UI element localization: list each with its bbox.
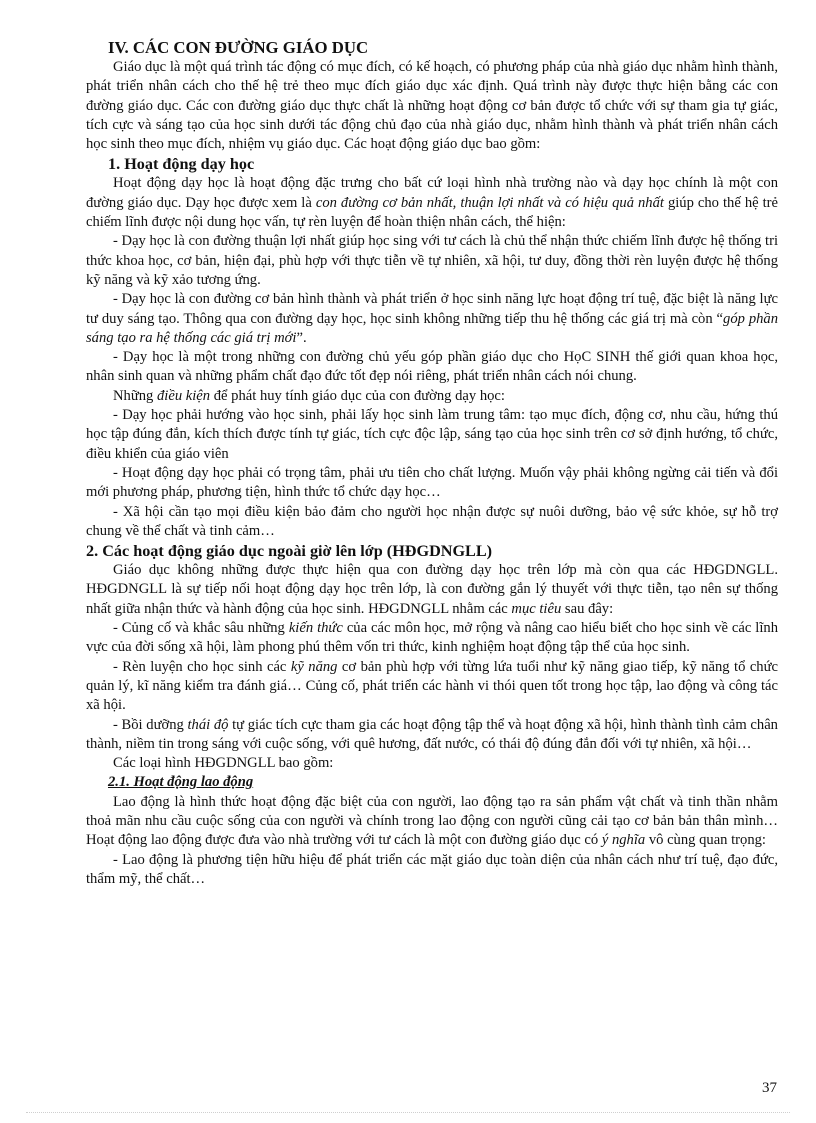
emphasis: điều kiện — [157, 387, 211, 404]
paragraph: Các loại hình HĐGDNGLL bao gồm: — [113, 755, 334, 772]
bullet-paragraph: - Củng cố và khắc sâu những kiến thức của các môn học, mở rộng và nâng cao hiểu biết cho học sinh về các lĩnh vực của đời sống xã hội, làm phong phú thêm vốn tri thức, kinh nghiệm hoạt động tập thể của học sinh. — [86, 620, 779, 656]
emphasis: con đường cơ bản nhất, thuận lợi nhất và có hiệu quả nhất — [315, 194, 664, 211]
bullet-paragraph: - Dạy học phải hướng vào học sinh, phải lấy học sinh làm trung tâm: tạo mục đích, động cơ, nhu cầu, hứng thú học tập đúng đắn, kích thích được tính tự giác, tích cực độc lập, sáng tạo của học sinh trên cơ sở định hướng, tổ chức, điều khiển của giáo viên — [86, 407, 778, 462]
emphasis: ý nghĩa — [601, 832, 646, 849]
emphasis: mục tiêu — [511, 600, 562, 617]
bullet-paragraph: - Rèn luyện cho học sinh các kỹ năng cơ bản phù hợp với từng lứa tuổi như kỹ năng giao tiếp, kỹ năng tổ chức quản lý, kĩ năng kiểm tra đánh giá… Củng cố, phát triển các hành vi thói quen tốt trong học tập, lao động và công tác xã hội. — [86, 658, 778, 714]
section-title: IV. CÁC CON ĐƯỜNG GIÁO DỤC — [108, 38, 369, 57]
bullet-paragraph: - Bồi dưỡng thái độ tự giác tích cực tham gia các hoạt động tập thể và hoạt động xã hội, hình thành tình cảm chân thành, niềm tin trong sáng với cuộc sống, với quê hương, đất nước, có thái độ đúng đắn đối với tự nhiên, xã hội… — [86, 716, 778, 752]
paragraph: Hoạt động dạy học là hoạt động đặc trưng cho bất cứ loại hình nhà trường nào và dạy học chính là một con đường giáo dục. Dạy học được xem là con đường cơ bản nhất, thuận lợi nhất và có hiệu quả nhất giúp cho thế hệ trẻ chiếm lĩnh được nội dung học vấn, tự rèn luyện để hoàn thiện nhân cách, thể hiện: — [86, 175, 778, 231]
emphasis: kỹ năng — [290, 658, 338, 675]
document-page — [86, 38, 778, 889]
heading-extracurricular: 2. Các hoạt động giáo dục ngoài giờ lên lớp (HĐGDNGLL) — [86, 542, 493, 561]
bullet-paragraph: - Dạy học là con đường cơ bản hình thành và phát triển ở học sinh năng lực hoạt động trí tuệ, đặc biệt là năng lực tư duy sáng tạo. Thông qua con đường dạy học, học sinh không những tiếp thu hệ thống các giá trị mà còn “góp phần sáng tạo ra hệ thống các giá trị mới”. — [86, 291, 779, 346]
bullet-paragraph: - Dạy học là con đường thuận lợi nhất giúp học sing với tư cách là chủ thể nhận thức chiếm lĩnh được hệ thống tri thức khoa học, cơ bản, hiện đại, phù hợp với thực tiễn về tự nhiên, xã hội, tư duy, đồng thời rèn luyện được hệ thống kỹ năng và kỹ xảo tương ứng. — [86, 233, 778, 288]
heading-teaching-activity: 1. Hoạt động dạy học — [108, 155, 255, 174]
emphasis: kiến thức — [288, 620, 343, 637]
paragraph: Giáo dục không những được thực hiện qua con đường dạy học trên lớp mà còn qua các HĐGDNGLL. HĐGDNGLL là sự tiếp nối hoạt động dạy học trên lớp, là con đường gắn lý thuyết với thực tiễn, tạo nên sự thống nhất giữa nhận thức và hành động của học sinh. HĐGDNGLL nhằm các mục tiêu sau đây: — [86, 562, 778, 617]
intro-paragraph: Giáo dục là một quá trình tác động có mục đích, có kế hoạch, có phương pháp của nhà giáo dục nhằm hình thành, phát triển nhân cách cho thế hệ trẻ theo mục đích giáo dục xác định. Quá trình này được thực hiện bằng các con đường giáo dục. Các con đường giáo dục thực chất là những hoạt động cơ bản được tổ chức với sự tham gia tự giác, tích cực và sáng tạo của học sinh dưới tác động chủ đạo của nhà giáo dục, nhằm hình thành và phát triển nhân cách học sinh theo mục đích, nhiệm vụ giáo dục. Các hoạt động giáo dục bao gồm: — [86, 59, 778, 153]
bullet-paragraph: - Hoạt động dạy học phải có trọng tâm, phải ưu tiên cho chất lượng. Muốn vậy phải không ngừng cải tiến và đổi mới phương pháp, phương tiện, hình thức tổ chức dạy học… — [86, 464, 778, 501]
paragraph: Lao động là hình thức hoạt động đặc biệt của con người, lao động tạo ra sản phẩm vật chất và tinh thần nhằm thoả mãn nhu cầu cuộc sống của con người và chính trong lao động con người cũng cải tạo cơ bản bản thân mình… Hoạt động lao động được đưa vào nhà trường với tư cách là một con đường giáo dục có ý nghĩa vô cùng quan trọng: — [86, 793, 778, 849]
heading-labor-activity: 2.1. Hoạt động lao động — [108, 774, 254, 791]
emphasis: góp phần sáng tạo ra hệ thống các giá trị mới — [86, 310, 779, 346]
bullet-paragraph: - Lao động là phương tiện hữu hiệu để phát triển các mặt giáo dục toàn diện của nhân cách như trí tuệ, đạo đức, thẩm mỹ, thể chất… — [86, 851, 778, 887]
footer-divider — [26, 1112, 790, 1113]
bullet-paragraph: - Dạy học là một trong những con đường chủ yếu góp phần giáo dục cho HọC SINH thế giới quan khoa học, nhân sinh quan và những phẩm chất đạo đức tốt đẹp nói riêng, phát triển nhân cách nói chung. — [86, 349, 778, 385]
page-number: 37 — [762, 1080, 777, 1096]
bullet-paragraph: - Xã hội cần tạo mọi điều kiện bảo đảm cho người học nhận được sự nuôi dưỡng, bảo vệ sức khỏe, sự hỗ trợ chung về thể chất và tinh cảm… — [86, 503, 778, 539]
paragraph: Những điều kiện để phát huy tính giáo dục của con đường dạy học: — [113, 387, 505, 404]
emphasis: thái độ — [187, 716, 229, 733]
